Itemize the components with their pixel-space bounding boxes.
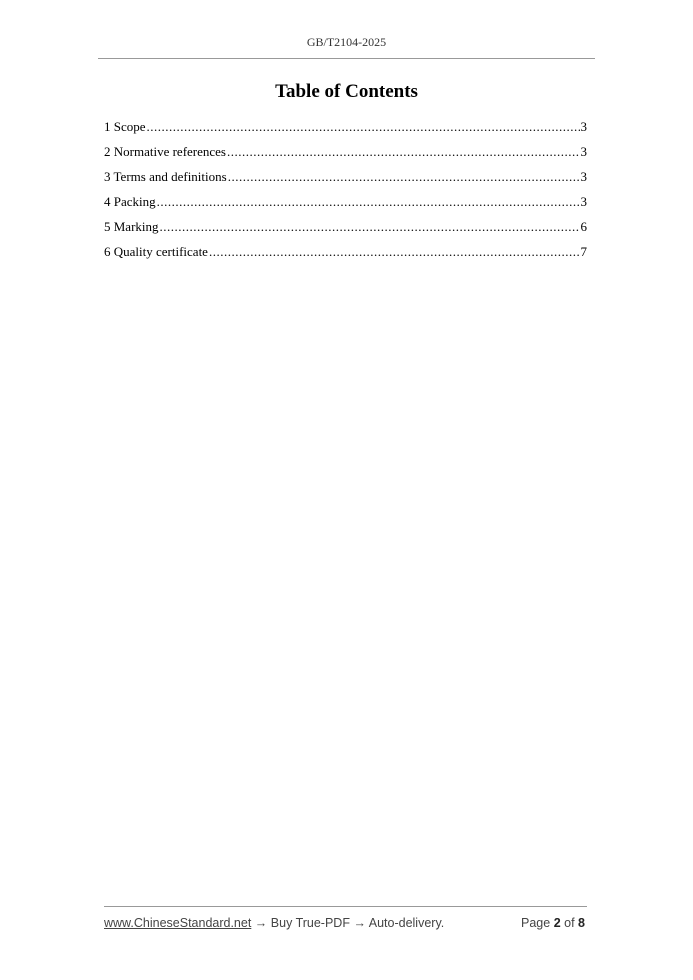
toc-entry-page: 7 — [580, 244, 587, 259]
toc-leader-dots — [227, 143, 580, 161]
toc-leader-dots — [160, 218, 580, 236]
toc-entry-label: 6 Quality certificate — [104, 244, 208, 259]
toc-entry-page: 3 — [580, 169, 587, 184]
of-word: of — [564, 916, 575, 930]
site-link[interactable]: www.ChineseStandard.net — [104, 916, 252, 930]
toc-entry-label: 4 Packing — [104, 194, 156, 209]
total-pages: 8 — [578, 916, 585, 930]
buy-text: Buy True-PDF — [270, 916, 350, 930]
header-divider — [98, 58, 595, 59]
arrow-right-icon: → — [353, 916, 366, 930]
toc-entry-page: 3 — [580, 194, 587, 209]
table-of-contents — [104, 118, 587, 268]
footer-promo — [104, 916, 444, 930]
toc-entry-packing[interactable] — [104, 193, 587, 218]
toc-entry-terms-and-definitions[interactable] — [104, 168, 587, 193]
page-footer — [104, 916, 587, 934]
document-code: GB/T2104-2025 — [306, 35, 387, 49]
toc-entry-marking[interactable] — [104, 218, 587, 243]
footer-divider — [104, 906, 587, 907]
toc-entry-normative-references[interactable] — [104, 143, 587, 168]
toc-entry-scope[interactable] — [104, 118, 587, 143]
arrow-right-icon: → — [254, 916, 268, 930]
toc-entry-page: 6 — [580, 219, 587, 234]
toc-entry-page: 3 — [580, 144, 587, 159]
toc-leader-dots — [209, 243, 580, 261]
toc-entry-label: 3 Terms and definitions — [104, 169, 227, 184]
page-number — [521, 916, 585, 930]
toc-leader-dots — [228, 168, 580, 186]
delivery-text: Auto-delivery. — [368, 916, 445, 930]
toc-entry-page: 3 — [580, 119, 587, 134]
toc-entry-label: 5 Marking — [104, 219, 159, 234]
toc-leader-dots — [157, 193, 580, 211]
toc-entry-label: 2 Normative references — [104, 144, 226, 159]
toc-entry-quality-certificate[interactable] — [104, 243, 587, 268]
toc-entry-label: 1 Scope — [104, 119, 146, 134]
toc-leader-dots — [147, 118, 580, 136]
toc-title: Table of Contents — [275, 81, 418, 102]
page-word: Page — [521, 916, 551, 930]
current-page: 2 — [553, 916, 561, 930]
